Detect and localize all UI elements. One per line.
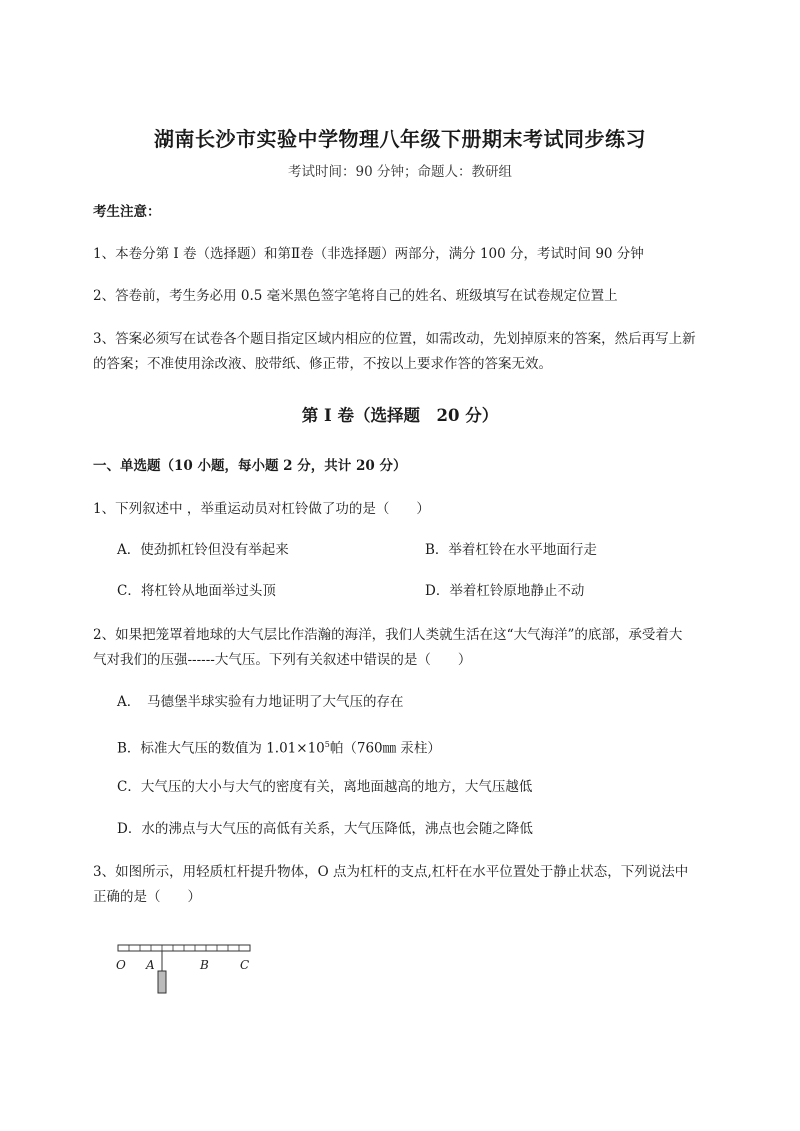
option-b [117, 736, 441, 758]
part-heading: 一、单选题（10 小题，每小题 2 分，共计 20 分） [93, 458, 407, 474]
notice-heading: 考生注意： [93, 204, 161, 220]
question-stem: 1、下列叙述中 ，举重运动员对杠铃做了功的是（ ） [93, 501, 430, 517]
exam-info: 考试时间：90 分钟；命题人：教研组 [288, 164, 512, 180]
label-c: C [240, 958, 250, 972]
label-o: O [116, 958, 126, 972]
option-b-unit: 帕（760㎜ 汞柱） [329, 740, 441, 757]
question-stem: 2、如果把笼罩着地球的大气层比作浩瀚的海洋，我们人类就生活在这“大气海洋”的底部，承受着大 [93, 627, 683, 643]
notice-item: 1、本卷分第 I 卷（选择题）和第Ⅱ卷（非选择题）两部分，满分 100 分，考试时间 90 分钟 [93, 246, 644, 262]
label-b: B [200, 958, 209, 972]
option-a: A． 马德堡半球实验有力地证明了大气压的存在 [117, 694, 404, 710]
label-a: A [146, 958, 155, 972]
weight-block [158, 971, 166, 993]
option-d: D．举着杠铃原地静止不动 [425, 583, 585, 599]
section-title: 第 I 卷（选择题 20 分） [301, 406, 499, 425]
option-d: D．水的沸点与大气压的高低有关系，大气压降低，沸点也会随之降低 [117, 821, 533, 837]
notice-item: 2、答卷前，考生务必用 0.5 毫米黑色签字笔将自己的姓名、班级填写在试卷规定位置上 [93, 288, 618, 304]
notice-item: 3、答案必须写在试卷各个题目指定区域内相应的位置，如需改动，先划掉原来的答案，然后再写上新 [93, 331, 696, 347]
option-c: C．将杠铃从地面举过头顶 [117, 583, 276, 599]
page-title: 湖南长沙市实验中学物理八年级下册期末考试同步练习 [154, 127, 646, 151]
question-stem: 气对我们的压强------大气压。下列有关叙述中错误的是（ ） [93, 652, 472, 668]
notice-item: 的答案；不准使用涂改液、胶带纸、修正带，不按以上要求作答的答案无效。 [93, 356, 552, 372]
lever-diagram [110, 940, 270, 1000]
option-b: B．举着杠铃在水平地面行走 [425, 542, 597, 558]
option-c: C．大气压的大小与大气的密度有关，离地面越高的地方，大气压越低 [117, 779, 533, 795]
option-a: A．使劲抓杠铃但没有举起来 [117, 542, 289, 558]
question-stem: 3、如图所示，用轻质杠杆提升物体，O 点为杠杆的支点,杠杆在水平位置处于静止状态，下列说法中 [93, 864, 689, 880]
option-b-text: B．标准大气压的数值为 1.01×10 [117, 740, 325, 757]
question-stem: 正确的是（ ） [93, 889, 201, 905]
exponent: 5 [324, 740, 330, 749]
